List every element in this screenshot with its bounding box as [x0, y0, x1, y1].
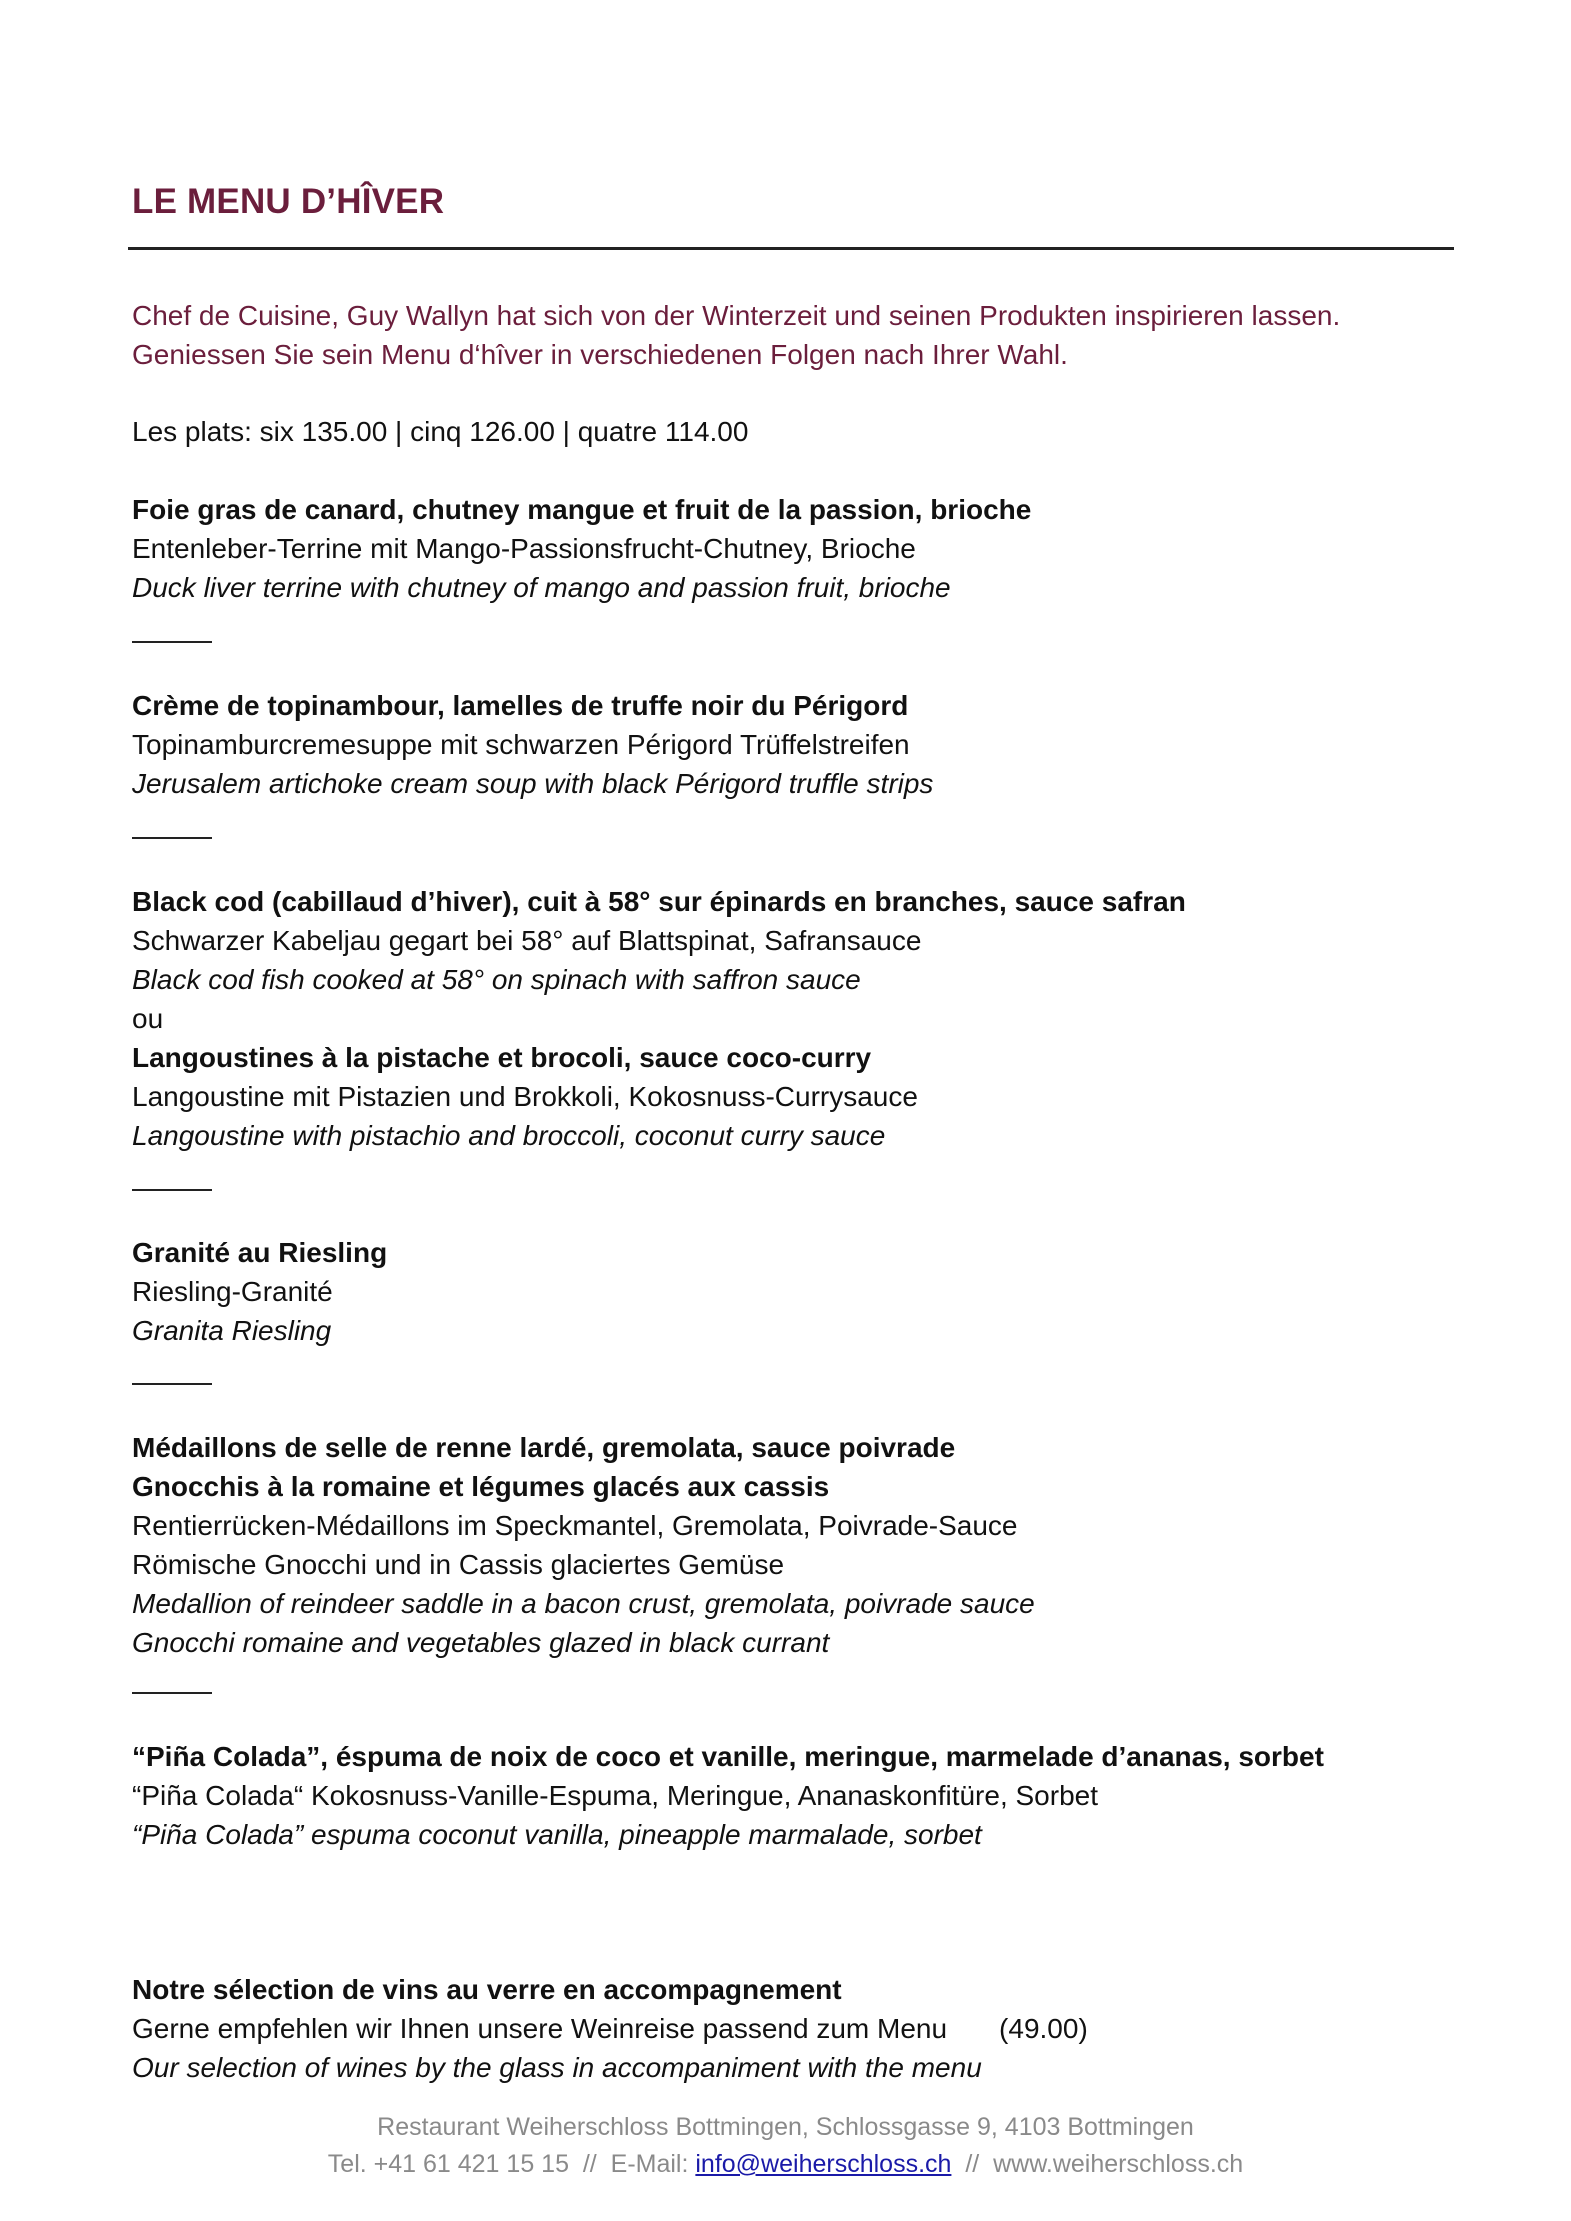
course-3-french: Black cod (cabillaud d’hiver), cuit à 58° sur épinards en branches, sauce safran — [132, 886, 1186, 917]
wine-german: Gerne empfehlen wir Ihnen unsere Weinreise passend zum Menu — [132, 2013, 948, 2044]
course-2 — [132, 686, 933, 803]
wine-heading: Notre sélection de vins au verre en accompagnement — [132, 1974, 842, 2005]
course-5-german-2: Römische Gnocchi und in Cassis glaciertes Gemüse — [132, 1549, 785, 1580]
course-4-german: Riesling-Granité — [132, 1276, 333, 1307]
course-3-alt-french: Langoustines à la pistache et brocoli, sauce coco-curry — [132, 1042, 872, 1073]
course-3-alt-english: Langoustine with pistachio and broccoli, coconut curry sauce — [132, 1120, 886, 1151]
course-6 — [132, 1737, 1324, 1854]
course-6-english: “Piña Colada” espuma coconut vanilla, pineapple marmalade, sorbet — [132, 1819, 982, 1850]
course-5-english: Medallion of reindeer saddle in a bacon crust, gremolata, poivrade sauce — [132, 1588, 1035, 1619]
course-3-alt-german: Langoustine mit Pistazien und Brokkoli, Kokosnuss-Currysauce — [132, 1081, 918, 1112]
wine-price: (49.00) — [999, 2013, 1088, 2044]
wine-pairing — [132, 1970, 1088, 2087]
course-4-english: Granita Riesling — [132, 1315, 332, 1346]
course-4 — [132, 1233, 387, 1350]
course-4-french: Granité au Riesling — [132, 1237, 388, 1268]
course-1-french: Foie gras de canard, chutney mangue et fruit de la passion, brioche — [132, 494, 1032, 525]
course-5-english-2: Gnocchi romaine and vegetables glazed in black currant — [132, 1627, 830, 1658]
course-2-french: Crème de topinambour, lamelles de truffe noir du Périgord — [132, 690, 909, 721]
course-separator — [132, 641, 212, 643]
footer-address: Restaurant Weiherschloss Bottmingen, Schlossgasse 9, 4103 Bottmingen — [377, 2113, 1194, 2141]
course-separator — [132, 1692, 212, 1694]
footer-contact — [0, 2145, 1571, 2183]
page-title: LE MENU D’HÎVER — [132, 182, 445, 221]
footer-email-link[interactable]: info@weiherschloss.ch — [695, 2150, 952, 2178]
wine-offer — [132, 2009, 1088, 2048]
course-1-english: Duck liver terrine with chutney of mango and passion fruit, brioche — [132, 572, 951, 603]
footer-tel: Tel. +41 61 421 15 15 // E-Mail: — [327, 2150, 696, 2178]
course-2-german: Topinamburcremesuppe mit schwarzen Périgord Trüffelstreifen — [132, 729, 910, 760]
menu-prices: Les plats: six 135.00 | cinq 126.00 | quatre 114.00 — [132, 416, 749, 447]
course-1-german: Entenleber-Terrine mit Mango-Passionsfrucht-Chutney, Brioche — [132, 533, 916, 564]
course-5-french-2: Gnocchis à la romaine et légumes glacés aux cassis — [132, 1471, 830, 1502]
footer-web[interactable]: // www.weiherschloss.ch — [951, 2150, 1244, 2178]
course-5 — [132, 1428, 1035, 1662]
course-separator — [132, 837, 212, 839]
course-5-german: Rentierrücken-Médaillons im Speckmantel, Gremolata, Poivrade-Sauce — [132, 1510, 1018, 1541]
title-divider — [128, 247, 1454, 250]
course-5-french: Médaillons de selle de renne lardé, gremolata, sauce poivrade — [132, 1432, 956, 1463]
course-6-german: “Piña Colada“ Kokosnuss-Vanille-Espuma, Meringue, Ananaskonfitüre, Sorbet — [132, 1780, 1098, 1811]
course-1 — [132, 490, 1031, 607]
intro-line-2: Geniessen Sie sein Menu d‘hîver in verschiedenen Folgen nach Ihrer Wahl. — [132, 339, 1068, 370]
course-6-french: “Piña Colada”, éspuma de noix de coco et vanille, meringue, marmelade d’ananas, sorbet — [132, 1741, 1324, 1772]
course-3 — [132, 882, 1186, 1155]
course-2-english: Jerusalem artichoke cream soup with black Périgord truffle strips — [132, 768, 934, 799]
intro-line-1: Chef de Cuisine, Guy Wallyn hat sich von der Winterzeit und seinen Produkten inspirieren lassen. — [132, 300, 1341, 331]
intro-text — [132, 296, 1340, 374]
course-3-or: ou — [132, 1003, 164, 1034]
course-separator — [132, 1383, 212, 1385]
wine-english: Our selection of wines by the glass in accompaniment with the menu — [132, 2052, 982, 2083]
course-3-german: Schwarzer Kabeljau gegart bei 58° auf Blattspinat, Safransauce — [132, 925, 922, 956]
course-separator — [132, 1189, 212, 1191]
course-3-english: Black cod fish cooked at 58° on spinach with saffron sauce — [132, 964, 861, 995]
